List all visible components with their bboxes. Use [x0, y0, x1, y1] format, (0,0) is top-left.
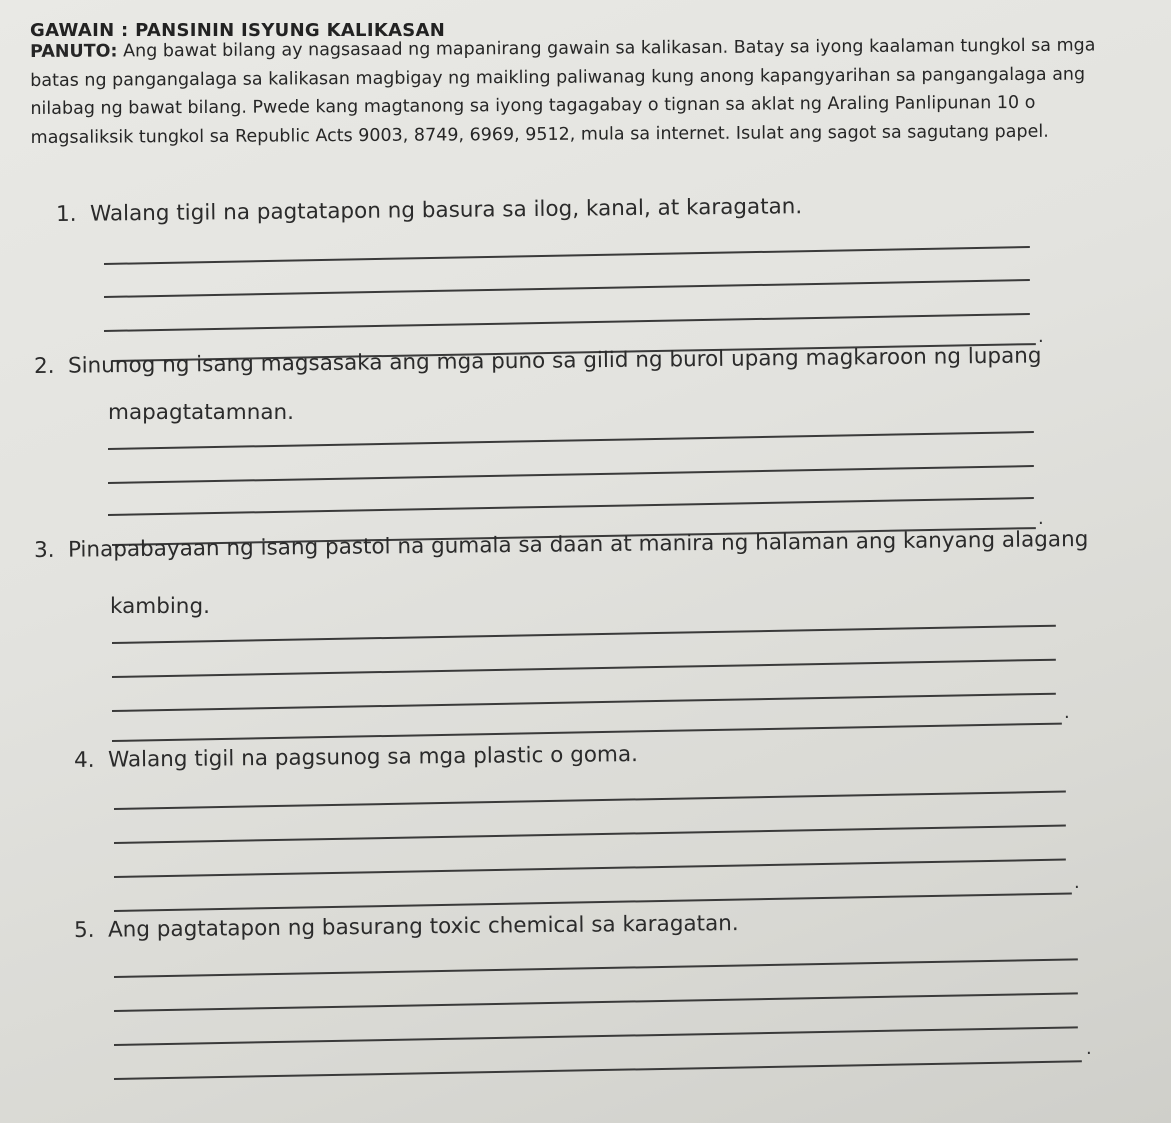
question-number: 2. — [33, 353, 55, 379]
answer-line[interactable] — [114, 791, 1066, 810]
end-mark: . — [1086, 1038, 1092, 1059]
answer-line[interactable] — [114, 859, 1066, 878]
answer-line[interactable] — [112, 723, 1062, 742]
answer-line[interactable] — [114, 892, 1072, 911]
answer-line[interactable] — [114, 1060, 1082, 1079]
question-3-prompt — [34, 527, 1089, 563]
answer-line[interactable] — [114, 958, 1078, 977]
answer-line[interactable] — [112, 625, 1056, 644]
end-mark: . — [1038, 508, 1044, 529]
question-2-continuation: mapagtatamnan. — [108, 400, 295, 425]
question-5-prompt — [74, 911, 739, 943]
answer-line[interactable] — [112, 693, 1056, 712]
question-text: Walang tigil na pagtatapon ng basura sa ilog, kanal, at karagatan. — [89, 194, 803, 227]
answer-line[interactable] — [104, 313, 1030, 332]
question-text: Sinunog ng isang magsasaka ang mga puno sa gilid ng burol upang magkaroon ng lupang — [67, 343, 1042, 379]
instructions — [30, 31, 1141, 152]
question-4-prompt — [74, 742, 638, 773]
instructions-text: Ang bawat bilang ay nagsasaad ng mapanirang gawain sa kalikasan. Batay sa iyong kaalaman tungkol sa mga batas ng pangangalaga sa kalikasan magbigay ng maikling paliwanag kung anong kapangyarihan sa pangangalaga ang nilabag ng bawat bilang. Pwede kang magtanong sa iyong tagagabay o tignan sa aklat ng Araling Panlipunan 10 o magsaliksik tungkol sa Republic Acts 9003, 8749, 6969, 9512, mula sa internet. Isulat ang sagot sa sagutang papel. — [30, 35, 1096, 148]
instructions-label: PANUTO: — [30, 41, 118, 62]
answer-line[interactable] — [108, 497, 1034, 516]
end-mark: . — [1074, 872, 1080, 893]
question-text: Walang tigil na pagsunog sa mga plastic o goma. — [107, 742, 639, 773]
answer-line[interactable] — [104, 246, 1030, 265]
question-text: Ang pagtatapon ng basurang toxic chemical sa karagatan. — [107, 911, 739, 943]
question-number: 4. — [73, 747, 95, 773]
question-3 — [0, 526, 1171, 723]
question-3-continuation: kambing. — [110, 594, 210, 619]
answer-line[interactable] — [114, 992, 1078, 1011]
question-1-prompt — [56, 194, 802, 227]
answer-line[interactable] — [114, 1026, 1078, 1045]
question-4 — [0, 744, 1171, 914]
end-mark: . — [1038, 326, 1044, 347]
answer-line[interactable] — [112, 659, 1056, 678]
answer-line[interactable] — [104, 279, 1030, 298]
question-number: 1. — [55, 201, 77, 227]
end-mark: . — [1064, 702, 1070, 723]
worksheet-title: GAWAIN : PANSININ ISYUNG KALIKASAN — [30, 20, 446, 41]
question-2 — [0, 343, 1171, 529]
answer-line[interactable] — [108, 465, 1034, 484]
answer-line[interactable] — [108, 431, 1034, 450]
question-text: Pinapabayaan ng isang pastol na gumala sa daan at manira ng halaman ang kanyang alagang — [67, 526, 1089, 563]
question-5 — [0, 912, 1171, 1082]
question-number: 5. — [73, 917, 95, 943]
question-number: 3. — [33, 537, 55, 563]
answer-line[interactable] — [114, 825, 1066, 844]
